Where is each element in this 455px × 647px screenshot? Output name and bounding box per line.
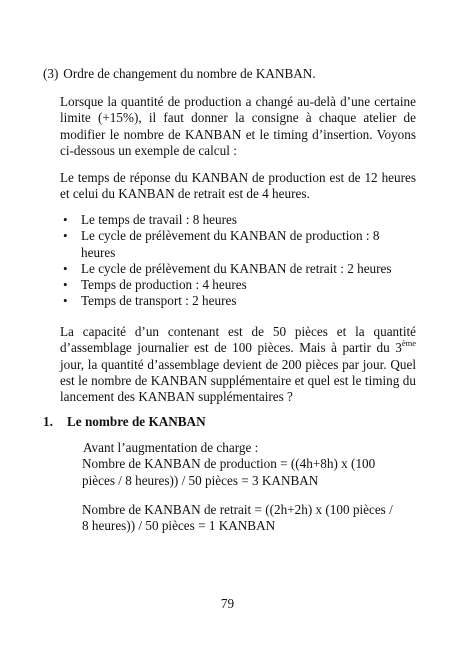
section-title: Le nombre de KANBAN: [67, 414, 206, 429]
list-item: • Le cycle de prélèvement du KANBAN de production : 8 heures: [60, 228, 416, 261]
section-heading: [43, 414, 343, 430]
problem-text-end: jour, la quantité d’assemblage devient de 200 pièces par jour. Quel est le nombre de KANBAN supplémentaire et quel est le timing du lancement des KANBAN supplémentaires ?: [60, 356, 416, 405]
calculation-production: [82, 440, 402, 489]
parameter-list: [60, 212, 416, 310]
calculation-withdrawal: Nombre de KANBAN de retrait = ((2h+2h) x (100 pièces / 8 heures)) / 50 pièces = 1 KANBAN: [82, 502, 393, 534]
subsection-title: Ordre de changement du nombre de KANBAN.: [63, 66, 316, 81]
page-number: 79: [220, 596, 235, 611]
calculation-intro: Avant l’augmentation de charge :: [83, 440, 259, 455]
subsection-number: (3): [43, 66, 59, 81]
paragraph-intro: Lorsque la quantité de production a changé au-delà d’une certaine limite (+15%), il faut donner la consigne à chaque atelier de modifier le nombre de KANBAN et le timing d’insertion. Voyons ci-dessous un exemple de calcul :: [60, 94, 416, 158]
list-item: • Le temps de travail : 8 heures: [60, 212, 416, 228]
problem-text-start: La capacité d’un contenant est de 50 pièces et la quantité d’assemblage journalier est de 100 pièces. Mais à partir du 3: [60, 324, 416, 356]
paragraph-response-time: Le temps de réponse du KANBAN de production est de 12 heures et celui du KANBAN de retrait est de 4 heures.: [60, 170, 416, 202]
ordinal-superscript: ème: [401, 337, 416, 348]
production-formula: Nombre de KANBAN de production = ((4h+8h) x (100 pièces / 8 heures)) / 50 pièces = 3 KANBAN: [82, 456, 376, 488]
list-item: • Temps de production : 4 heures: [60, 277, 416, 293]
section-number: 1.: [43, 414, 53, 429]
list-item: • Temps de transport : 2 heures: [60, 293, 416, 309]
subsection-heading: [43, 66, 383, 82]
paragraph-problem-statement: [60, 324, 416, 405]
list-item: • Le cycle de prélèvement du KANBAN de retrait : 2 heures: [60, 261, 416, 277]
